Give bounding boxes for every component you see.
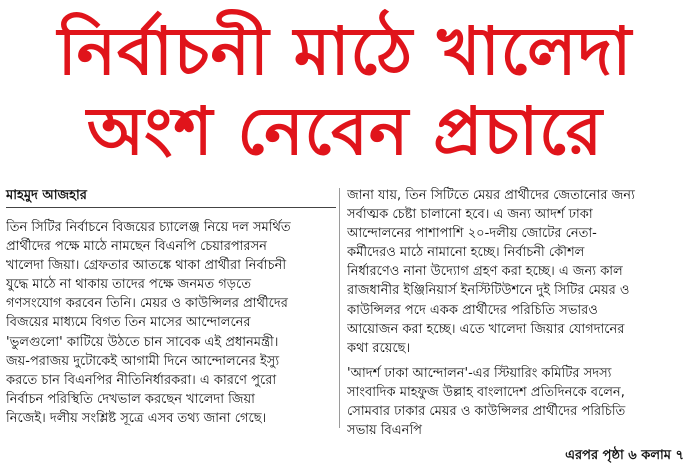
text-line: নির্ধারণেও নানা উদ্যোগ গ্রহণ করা হচ্ছে। এ জন্য কাল (347, 264, 623, 280)
text-line: 'আদর্শ ঢাকা আন্দোলন'-এর স্টিয়ারিং কমিটির সদস্য (347, 365, 612, 381)
text-line: আয়োজন করা হচ্ছে। এতে খালেদা জিয়ার যোগদানের (347, 321, 625, 337)
text-line: রাজধানীর ইঞ্জিনিয়ার্স ইনস্টিটিউশনে দুই সিটির মেয়র ও (347, 283, 630, 299)
text-line: জানা যায়, তিন সিটিতে মেয়র প্রার্থীদের জেতানোর জন্য (347, 188, 635, 203)
text-line: খালেদা জিয়া। গ্রেফতার আতঙ্কে থাকা প্রার্থীরা নির্বাচনী (6, 258, 287, 274)
text-line: 'ভুলগুলো' কাটিয়ে উঠতে চান সাবেক এই প্রধানমন্ত্রী। (6, 334, 279, 350)
text-line: করতে চান বিএনপির নীতিনির্ধারকরা। এ কারণে পুরো (6, 372, 277, 388)
byline: মাহমুদ আজহার (6, 188, 336, 208)
text-line: যুদ্ধে মাঠে না থাকায় তাদের পক্ষে জনমত গড়তে (6, 277, 252, 293)
text-line: সোমবার ঢাকার মেয়র ও কাউন্সিলর প্রার্থীদের পরিচিতি (347, 404, 626, 420)
left-paragraph-1 (6, 218, 331, 428)
right-paragraph-1 (347, 186, 684, 358)
text-line: নির্বাচন পরিস্থিতি দেখভাল করছেন খালেদা জিয়া (6, 391, 255, 407)
text-line: বিজয়ের মাধ্যমে বিগত তিন মাসের আন্দোলনের (6, 315, 251, 331)
text-line: তিন সিটির নির্বাচনে বিজয়ের চ্যালেঞ্জ নিয়ে দল সমর্থিত (6, 220, 291, 235)
headline-line-1: নির্বাচনী মাঠে খালেদা (57, 13, 633, 90)
column-divider (339, 188, 340, 428)
headline-line-2: অংশ নেবেন প্রচারে (86, 93, 604, 170)
text-line: কথা রয়েছে। (347, 340, 411, 356)
text-line: নিজেই। দলীয় সংশ্লিষ্ট সূত্রে এসব তথ্য জানা গেছে। (6, 410, 267, 426)
text-line: গণসংযোগ করবেন তিনি। মেয়র ও কাউন্সিলর প্রার্থীদের (6, 296, 288, 312)
right-paragraph-2 (347, 364, 684, 440)
text-line: জয়-পরাজয় দুটোকেই আগামী দিনে আন্দোলনের ইস্যু (6, 353, 280, 369)
text-line: প্রার্থীদের পক্ষে মাঠে নামছেন বিএনপি চেয়ারপারসন (6, 239, 267, 255)
text-line: সভায় বিএনপি (347, 423, 422, 439)
text-line: কাউন্সিলর পদে একক প্রার্থীদের পরিচিতি সভারও (347, 302, 598, 318)
text-line: সর্বাত্মক চেষ্টা চালানো হবে। এ জন্য আদর্শ ঢাকা (347, 207, 593, 223)
top-strip (0, 0, 690, 9)
continuation-note: এরপর পৃষ্ঠা ৬ কলাম ৭ (565, 448, 684, 464)
left-column-body (6, 218, 331, 434)
text-line: সাংবাদিক মাহফুজ উল্লাহ বাংলাদেশ প্রতিদিনকে বলেন, (347, 384, 625, 400)
text-line: আন্দোলনের পাশাপাশি ২০-দলীয় জোটের নেতা- (347, 226, 597, 242)
right-column (347, 186, 684, 465)
text-line: কর্মীদেরও মাঠে নামানো হচ্ছে। নির্বাচনী কৌশল (347, 245, 585, 261)
